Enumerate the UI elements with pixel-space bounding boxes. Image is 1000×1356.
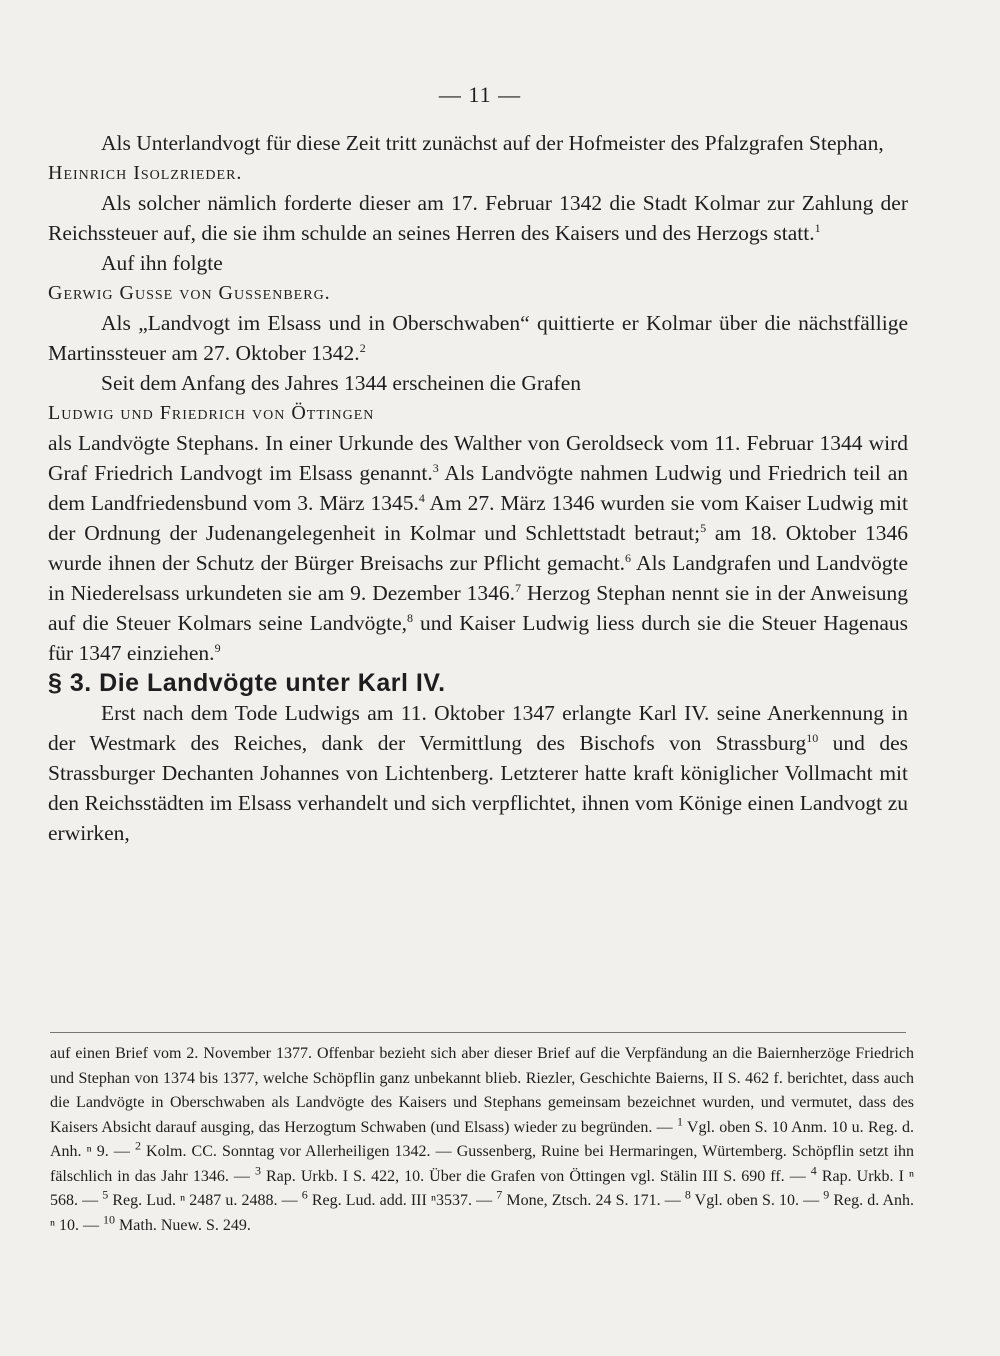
footnote-marker: 2: [359, 340, 366, 355]
text: und des Strassburger Dechanten Johannes von Lichtenberg. Letzterer hatte kraft königlicher Vollmacht mit den Reichsstädten im Elsass verhandelt und sich verpflichtet, ihnen vom Könige einen Landvogt zu erwirken,: [48, 731, 908, 845]
footnote-marker: 4: [418, 490, 425, 505]
footnote-marker: 7: [514, 580, 521, 595]
paragraph: [48, 428, 908, 668]
text: Als Landgrafen und Landvögte in Niederelsass urkundeten sie am 9. Dezember 1346.: [48, 551, 908, 605]
footnote-marker: 1: [814, 220, 821, 235]
footnote-number: 5: [102, 1187, 109, 1202]
name-heading: Ludwig und Friedrich von Öttingen: [48, 402, 375, 424]
page-number: — 11 —: [438, 82, 522, 107]
footnote-number: 3: [254, 1163, 261, 1178]
footnote-number: 7: [496, 1187, 503, 1202]
footnote-marker: 8: [407, 610, 414, 625]
text: und Kaiser Ludwig liess durch sie die Steuer Hagenaus für 1347 einziehen.: [48, 611, 908, 665]
footnote-marker: 3: [432, 460, 439, 475]
footnote-text: [50, 1042, 914, 1238]
text: Am 27. März 1346 wurden sie vom Kaiser Ludwig mit der Ordnung der Judenangelegenheit in Kolmar und Schlettstadt betraut;: [48, 491, 908, 545]
text: Vgl. oben S. 10. —: [690, 1192, 824, 1209]
paragraph: [48, 308, 908, 368]
paragraph: Auf ihn folgte: [101, 251, 223, 275]
text: auf einen Brief vom 2. November 1377. Offenbar bezieht sich aber dieser Brief auf die Verpfändung an die Baiernherzöge Friedrich und Stephan von 1374 bis 1377, welche Schöpflin ganz unbekannt blieb. Riezler, Geschichte Baierns, II S. 462 f. berichtet, dass auch die Landvögte in Oberschwaben als Landvögte des Kaisers und Stephans gemeinsam bezeichnet wurden, und vermutet, dass des Kaisers Absicht darauf ausging, das Herzogtum Schwaben (und Elsass) wieder zu begründen. —: [50, 1045, 914, 1136]
text: Herzog Stephan nennt sie in der Anweisung auf die Steuer Kolmars seine Landvögte,: [48, 581, 908, 635]
footnote-number: 1: [676, 1114, 683, 1129]
text: Mone, Ztsch. 24 S. 171. —: [502, 1192, 685, 1209]
footnote-number: 10: [103, 1212, 116, 1227]
paragraph: Seit dem Anfang des Jahres 1344 erscheinen die Grafen: [101, 371, 582, 395]
footnote-number: 9: [823, 1187, 830, 1202]
footnote-number: 2: [134, 1138, 141, 1153]
footnote-number: 6: [301, 1187, 308, 1202]
text: Als „Landvogt im Elsass und in Oberschwaben“ quittierte er Kolmar über die nächstfällige Martinssteuer am 27. Oktober 1342.: [48, 311, 908, 365]
paragraph: [48, 188, 908, 248]
text: am 18. Oktober 1346 wurde ihnen der Schutz der Bürger Breisachs zur Pflicht gemacht.: [48, 521, 908, 575]
text: Math. Nuew. S. 249.: [115, 1216, 251, 1234]
name-heading: Heinrich Isolzrieder.: [48, 162, 243, 184]
paragraph: [48, 698, 908, 848]
text: Als Unterlandvogt für diese Zeit tritt zunächst auf der Hofmeister des Pfalzgrafen Stephan,: [101, 131, 884, 155]
paragraph: [48, 128, 908, 158]
text: Rap. Urkb. I S. 422, 10. Über die Grafen von Öttingen vgl. Stälin III S. 690 ff. —: [260, 1167, 811, 1185]
footnote-marker: 9: [214, 640, 221, 655]
footnote-rule: [50, 1032, 906, 1033]
text: Vgl. oben S. 10 Anm. 10 u. Reg. d. Anh. ⁿ 9. —: [50, 1118, 914, 1160]
footnote-number: 8: [684, 1187, 691, 1202]
main-text: [48, 128, 908, 848]
text: Als Landvögte nahmen Ludwig und Friedrich teil an dem Landfriedensbund vom 3. März 1345.: [48, 461, 908, 515]
text: Als solcher nämlich forderte dieser am 17. Februar 1342 die Stadt Kolmar zur Zahlung der Reichssteuer auf, die sie ihm schulde an seines Herren des Kaisers und des Herzogs statt.: [48, 191, 908, 245]
name-heading: Gerwig Gusse von Gussenberg.: [48, 282, 331, 304]
footnote-marker: 10: [806, 730, 819, 745]
text: Kolm. CC. Sonntag vor Allerheiligen 1342. — Gussenberg, Ruine bei Hermaringen, Würtemberg. Schöpflin setzt ihn fälschlich in das Jahr 1346. —: [50, 1143, 914, 1185]
footnotes: [50, 1042, 914, 1238]
text: Reg. d. Anh. ⁿ 10. —: [50, 1192, 915, 1234]
text: als Landvögte Stephans. In einer Urkunde des Walther von Geroldseck vom 11. Februar 1344 wird Graf Friedrich Landvogt im Elsass genannt.: [48, 431, 908, 485]
text: Reg. Lud. add. III ⁿ3537. —: [307, 1192, 497, 1209]
section-title: § 3. Die Landvögte unter Karl IV.: [48, 669, 446, 697]
footnote-number: 4: [810, 1163, 817, 1178]
footnote-marker: 6: [625, 550, 632, 565]
text: Erst nach dem Tode Ludwigs am 11. Oktober 1347 erlangte Karl IV. seine Anerkennung in der Westmark des Reiches, dank der Vermittlung des Bischofs von Strassburg: [48, 701, 908, 755]
text: Rap. Urkb. I ⁿ 568. —: [50, 1167, 914, 1209]
text: Reg. Lud. ⁿ 2487 u. 2488. —: [108, 1192, 302, 1209]
footnote-marker: 5: [700, 520, 707, 535]
